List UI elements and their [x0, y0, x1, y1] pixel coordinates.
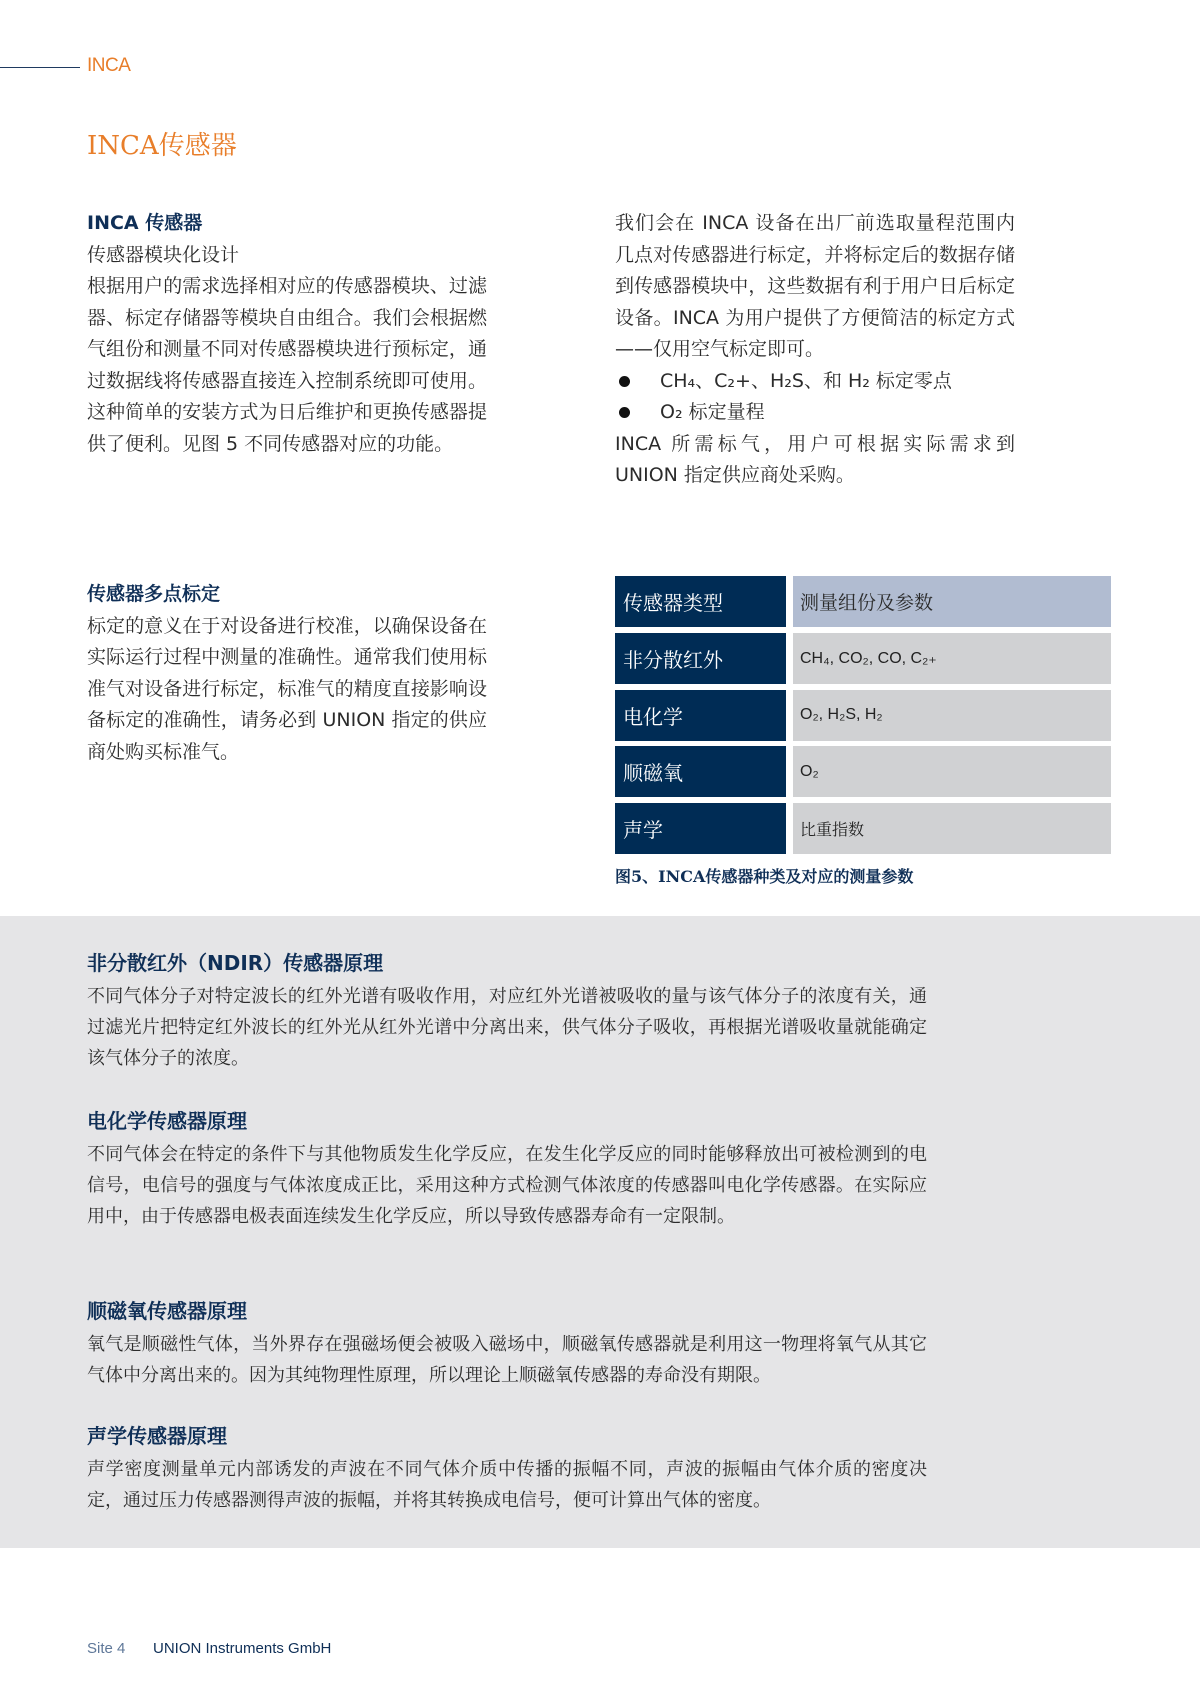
principle-body: 声学密度测量单元内部诱发的声波在不同气体介质中传播的振幅不同，声波的振幅由气体介质的密度决定，通过压力传感器测得声波的振幅，并将其转换成电信号，便可计算出气体的密度。 [87, 1459, 927, 1511]
intro-heading: INCA 传感器 [87, 212, 203, 234]
sensor-param-cell: 比重指数 [793, 803, 1111, 854]
calibration-section [615, 208, 1015, 492]
principle-acoustic [87, 1421, 927, 1516]
principle-electrochemical [87, 1106, 927, 1232]
bullet-text: CH₄、C₂+、H₂S、和 H₂ 标定零点 [660, 369, 952, 392]
sensor-type-cell: 非分散红外 [615, 633, 786, 684]
principle-body: 氧气是顺磁性气体，当外界存在强磁场便会被吸入磁场中，顺磁氧传感器就是利用这一物理将氧气从其它气体中分离出来的。因为其纯物理性原理，所以理论上顺磁氧传感器的寿命没有期限。 [87, 1334, 927, 1386]
principle-ndir [87, 948, 927, 1074]
header-rule [0, 67, 80, 68]
multipoint-section [87, 579, 487, 768]
table-caption: 图5、INCA传感器种类及对应的测量参数 [615, 867, 914, 886]
bullet-icon [619, 407, 630, 418]
table-row [615, 633, 1111, 684]
bullet-text: O₂ 标定量程 [660, 401, 765, 423]
sensor-type-cell: 电化学 [615, 690, 786, 741]
principle-heading: 顺磁氧传感器原理 [87, 1299, 247, 1323]
calibration-body: 我们会在 INCA 设备在出厂前选取量程范围内几点对传感器进行标定，并将标定后的数据存储到传感器模块中，这些数据有利于用户日后标定设备。INCA 为用户提供了方便简洁的标定方式——仅用空气标定即可。 [615, 212, 1015, 360]
sensor-table [615, 576, 1111, 860]
intro-section [87, 208, 487, 460]
intro-subheading: 传感器模块化设计 [87, 243, 240, 266]
table-header-row [615, 576, 1111, 627]
page-number: Site 4 [87, 1640, 126, 1657]
principle-paramagnetic [87, 1296, 927, 1391]
sensor-param-cell: CH₄, CO₂, CO, C₂₊ [793, 633, 1111, 684]
principle-body: 不同气体会在特定的条件下与其他物质发生化学反应，在发生化学反应的同时能够释放出可被检测到的电信号，电信号的强度与气体浓度成正比，采用这种方式检测气体浓度的传感器叫电化学传感器。在实际应用中，由于传感器电极表面连续发生化学反应，所以导致传感器寿命有一定限制。 [87, 1144, 927, 1227]
bullet-icon [619, 376, 630, 387]
principle-heading: 非分散红外（NDIR）传感器原理 [87, 951, 384, 975]
sensor-type-cell: 顺磁氧 [615, 746, 786, 797]
bullet-item [615, 397, 1015, 429]
table-row [615, 746, 1111, 797]
section-label: INCA [87, 55, 131, 76]
table-row [615, 803, 1111, 854]
sensor-param-cell: O₂ [793, 746, 1111, 797]
company-name: UNION Instruments GmbH [153, 1640, 332, 1657]
sensor-type-cell: 声学 [615, 803, 786, 854]
principle-body: 不同气体分子对特定波长的红外光谱有吸收作用，对应红外光谱被吸收的量与该气体分子的浓度有关，通过滤光片把特定红外波长的红外光从红外光谱中分离出来，供气体分子吸收，再根据光谱吸收量就能确定该气体分子的浓度。 [87, 986, 927, 1069]
table-header-type: 传感器类型 [615, 576, 786, 627]
table-header-params: 测量组份及参数 [793, 576, 1111, 627]
table-row [615, 690, 1111, 741]
sensor-param-cell: O₂, H₂S, H₂ [793, 690, 1111, 741]
principle-heading: 电化学传感器原理 [87, 1109, 247, 1133]
page-title: INCA传感器 [87, 131, 237, 161]
intro-body: 根据用户的需求选择相对应的传感器模块、过滤器、标定存储器等模块自由组合。我们会根据燃气组份和测量不同对传感器模块进行预标定，通过数据线将传感器直接连入控制系统即可使用。这种简单的安装方式为日后维护和更换传感器提供了便利。见图 5 不同传感器对应的功能。 [87, 275, 487, 455]
principle-heading: 声学传感器原理 [87, 1424, 227, 1448]
multipoint-heading: 传感器多点标定 [87, 583, 221, 605]
bullet-item [615, 366, 1015, 398]
multipoint-body: 标定的意义在于对设备进行校准，以确保设备在实际运行过程中测量的准确性。通常我们使用标准气对设备进行标定，标准气的精度直接影响设备标定的准确性，请务必到 UNION 指定的供应商处购买标准气。 [87, 614, 487, 763]
calibration-footer-text: INCA 所需标气，用户可根据实际需求到 UNION 指定供应商处采购。 [615, 432, 1015, 486]
